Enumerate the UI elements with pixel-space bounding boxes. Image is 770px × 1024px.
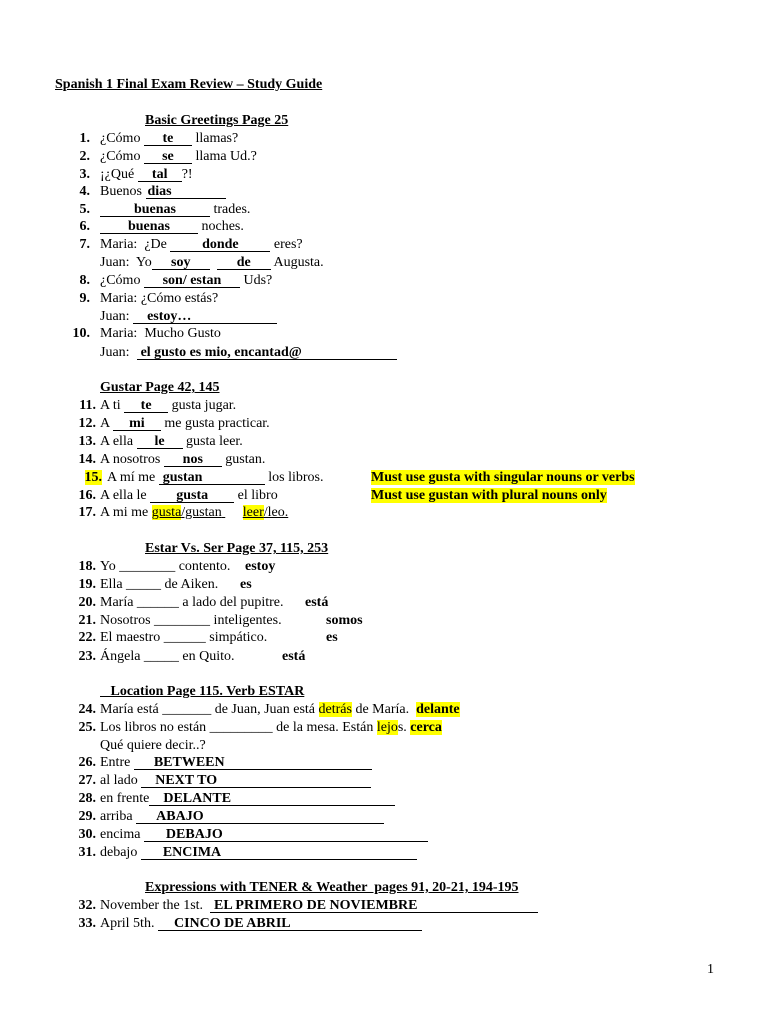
question-text: A ella le xyxy=(100,488,151,503)
question-text: gustan. xyxy=(221,452,266,467)
question-25 xyxy=(100,719,442,736)
question-text: A ella xyxy=(100,434,137,449)
answer: es xyxy=(326,630,338,645)
item-number: 13. xyxy=(78,434,96,449)
item-number: 14. xyxy=(78,452,96,467)
question-13 xyxy=(100,433,243,450)
answer-blank: estoy… xyxy=(133,310,277,324)
question-26 xyxy=(100,754,372,771)
answer: cerca xyxy=(410,720,442,735)
question-28 xyxy=(100,790,395,807)
question-33 xyxy=(100,915,422,932)
answer-blank: el gusto es mio, encantad@ xyxy=(137,346,397,360)
question-text: en frente xyxy=(100,791,150,806)
page-number: 1 xyxy=(707,962,714,977)
item-number: 9. xyxy=(79,291,90,306)
answer-blank: tal xyxy=(138,168,182,182)
question-text: A ti xyxy=(100,398,125,413)
item-number: 5. xyxy=(79,202,90,217)
answer-blank: buenas xyxy=(100,203,210,217)
question-17 xyxy=(100,504,288,521)
item-number: 32. xyxy=(78,898,96,913)
question-text: arriba xyxy=(100,809,137,824)
question-text: María está _______ de Juan, Juan está xyxy=(100,702,319,717)
question-text: /leo. xyxy=(263,505,289,520)
answer: somos xyxy=(326,613,363,628)
question-text: noches. xyxy=(198,219,244,234)
question-text: de María. xyxy=(351,702,410,717)
highlighted-word: detrás xyxy=(318,702,352,717)
question-text: trades. xyxy=(210,202,251,217)
question-16 xyxy=(100,487,278,504)
item-number: 1. xyxy=(79,131,90,146)
question-7-response xyxy=(100,254,324,271)
question-text: April 5th. xyxy=(100,916,158,931)
question-text: los libros. xyxy=(264,470,324,485)
question-4 xyxy=(100,183,226,200)
document-title: Spanish 1 Final Exam Review – Study Guide xyxy=(55,77,323,92)
highlighted-answer: leer xyxy=(242,505,264,520)
question-14 xyxy=(100,451,265,468)
answer: delante xyxy=(416,702,460,717)
question-23: Ángela _____ en Quito. xyxy=(100,649,235,664)
question-7 xyxy=(100,236,303,253)
answer: está xyxy=(305,595,329,610)
item-number: 20. xyxy=(78,595,96,610)
section-heading-location xyxy=(100,683,304,700)
question-20: María ______ a lado del pupitre. xyxy=(100,595,284,610)
question-text: Uds? xyxy=(239,273,273,288)
item-number: 16. xyxy=(78,488,96,503)
question-text: November the 1st. xyxy=(100,898,211,913)
question-text: al lado xyxy=(100,773,142,788)
question-text: /gustan xyxy=(181,505,222,520)
question-text: Los libros no están _________ de la mesa. Están xyxy=(100,720,377,735)
answer: está xyxy=(282,649,306,664)
answer-blank: mi xyxy=(113,417,161,431)
question-text: llama Ud.? xyxy=(191,149,257,164)
section-heading-gustar: Gustar Page 42, 145 xyxy=(100,380,220,395)
note-gustan-plural xyxy=(371,487,607,504)
question-21: Nosotros ________ inteligentes. xyxy=(100,613,282,628)
answer: estoy xyxy=(245,559,276,574)
item-number: 19. xyxy=(78,577,96,592)
question-text: A mí me xyxy=(107,470,159,485)
answer-blank: buenas xyxy=(100,220,198,234)
item-number: 29. xyxy=(78,809,96,824)
item-number: 6. xyxy=(79,219,90,234)
question-24 xyxy=(100,701,460,718)
question-text: llamas? xyxy=(191,131,239,146)
item-number: 23. xyxy=(78,649,96,664)
answer-blank: dias xyxy=(146,185,226,199)
question-29 xyxy=(100,808,384,825)
item-number xyxy=(76,469,102,486)
question-text: gusta jugar. xyxy=(168,398,237,413)
question-text: gusta leer. xyxy=(182,434,243,449)
section-heading-tener-weather: Expressions with TENER & Weather pages 91, 20-21, 194-195 xyxy=(145,880,519,895)
section-heading-estar-ser: Estar Vs. Ser Page 37, 115, 253 xyxy=(145,541,329,556)
question-text: ?! xyxy=(181,167,193,182)
item-number: 8. xyxy=(79,273,90,288)
answer-blank: ABAJO xyxy=(136,810,384,824)
question-10: Maria: Mucho Gusto xyxy=(100,326,221,341)
item-number: 25. xyxy=(78,720,96,735)
question-text: ¿Cómo xyxy=(100,273,144,288)
question-text: A xyxy=(100,416,113,431)
item-number: 31. xyxy=(78,845,96,860)
note-gusta-singular xyxy=(371,469,635,486)
question-1 xyxy=(100,130,238,147)
question-text: Augusta. xyxy=(270,255,324,270)
answer-blank: te xyxy=(144,132,192,146)
item-number: 22. xyxy=(78,630,96,645)
item-number: 24. xyxy=(78,702,96,717)
item-number: 18. xyxy=(78,559,96,574)
question-text: A nosotros xyxy=(100,452,164,467)
item-number: 28. xyxy=(78,791,96,806)
answer-blank: se xyxy=(144,150,192,164)
question-10-response xyxy=(100,344,397,361)
answer-blank: te xyxy=(124,399,168,413)
answer: es xyxy=(240,577,252,592)
answer-blank: nos xyxy=(164,453,222,467)
answer-blank: soy xyxy=(152,256,210,270)
item-number: 17. xyxy=(78,505,96,520)
question-text: s. xyxy=(397,720,407,735)
note-text: Must use gustan with plural nouns only xyxy=(371,488,607,503)
answer-blank: gusta xyxy=(150,489,234,503)
question-5 xyxy=(100,201,250,218)
answer-blank: de xyxy=(217,256,271,270)
question-text: A mi me xyxy=(100,505,152,520)
question-text: eres? xyxy=(270,237,303,252)
answer-blank: DEBAJO xyxy=(144,828,428,842)
question-text: Buenos xyxy=(100,184,146,199)
note-text: Must use gusta with singular nouns or verbs xyxy=(371,470,635,485)
question-9: Maria: ¿Cómo estás? xyxy=(100,291,219,306)
question-text: ¿Cómo xyxy=(100,131,144,146)
question-text: Juan: Yo xyxy=(100,255,152,270)
question-text: debajo xyxy=(100,845,141,860)
highlighted-word: lejo xyxy=(376,720,398,735)
answer-blank: NEXT TO xyxy=(141,774,371,788)
question-text: me gusta practicar. xyxy=(160,416,270,431)
question-31 xyxy=(100,844,417,861)
item-number: 11. xyxy=(79,398,96,413)
question-19: Ella _____ de Aiken. xyxy=(100,577,219,592)
question-3 xyxy=(100,166,193,183)
item-number: 27. xyxy=(78,773,96,788)
question-30 xyxy=(100,826,428,843)
question-18: Yo ________ contento. xyxy=(100,559,231,574)
answer-option xyxy=(152,505,226,520)
item-number: 10. xyxy=(72,326,90,341)
question-12 xyxy=(100,415,270,432)
answer-blank: gustan xyxy=(159,471,265,485)
item-number: 2. xyxy=(79,149,90,164)
item-number: 12. xyxy=(78,416,96,431)
item-number: 4. xyxy=(79,184,90,199)
question-32 xyxy=(100,897,538,914)
question-11 xyxy=(100,397,236,414)
question-9-response xyxy=(100,308,277,325)
answer-blank: donde xyxy=(170,238,270,252)
question-text: encima xyxy=(100,827,144,842)
question-22: El maestro ______ simpático. xyxy=(100,630,268,645)
answer-blank: EL PRIMERO DE NOVIEMBRE xyxy=(210,899,538,913)
heading-text: Location Page 115. Verb ESTAR xyxy=(110,684,305,699)
highlighted-number: 15. xyxy=(84,470,102,485)
question-text: ¿Cómo xyxy=(100,149,144,164)
item-number: 26. xyxy=(78,755,96,770)
section-heading-greetings: Basic Greetings Page 25 xyxy=(145,113,289,128)
location-prompt: Qué quiere decir..? xyxy=(100,738,206,753)
item-number: 30. xyxy=(78,827,96,842)
question-text: Entre xyxy=(100,755,134,770)
question-text: Juan: xyxy=(100,345,137,360)
question-27 xyxy=(100,772,371,789)
answer-blank: son/ estan xyxy=(144,274,240,288)
item-number: 3. xyxy=(79,167,90,182)
question-6 xyxy=(100,218,244,235)
answer-blank: ENCIMA xyxy=(141,846,417,860)
question-text: Maria: ¿De xyxy=(100,237,171,252)
item-number: 7. xyxy=(79,237,90,252)
item-number: 21. xyxy=(78,613,96,628)
answer-blank: CINCO DE ABRIL xyxy=(158,917,422,931)
answer-blank: BETWEEN xyxy=(134,756,372,770)
answer-blank: DELANTE xyxy=(149,792,395,806)
question-15 xyxy=(107,469,323,486)
question-8 xyxy=(100,272,272,289)
question-2 xyxy=(100,148,257,165)
answer-blank: le xyxy=(137,435,183,449)
question-text: el libro xyxy=(234,488,278,503)
question-text: ¡¿Qué xyxy=(100,167,138,182)
item-number: 33. xyxy=(78,916,96,931)
highlighted-answer: gusta xyxy=(151,505,182,520)
question-text: Juan: xyxy=(100,309,134,324)
